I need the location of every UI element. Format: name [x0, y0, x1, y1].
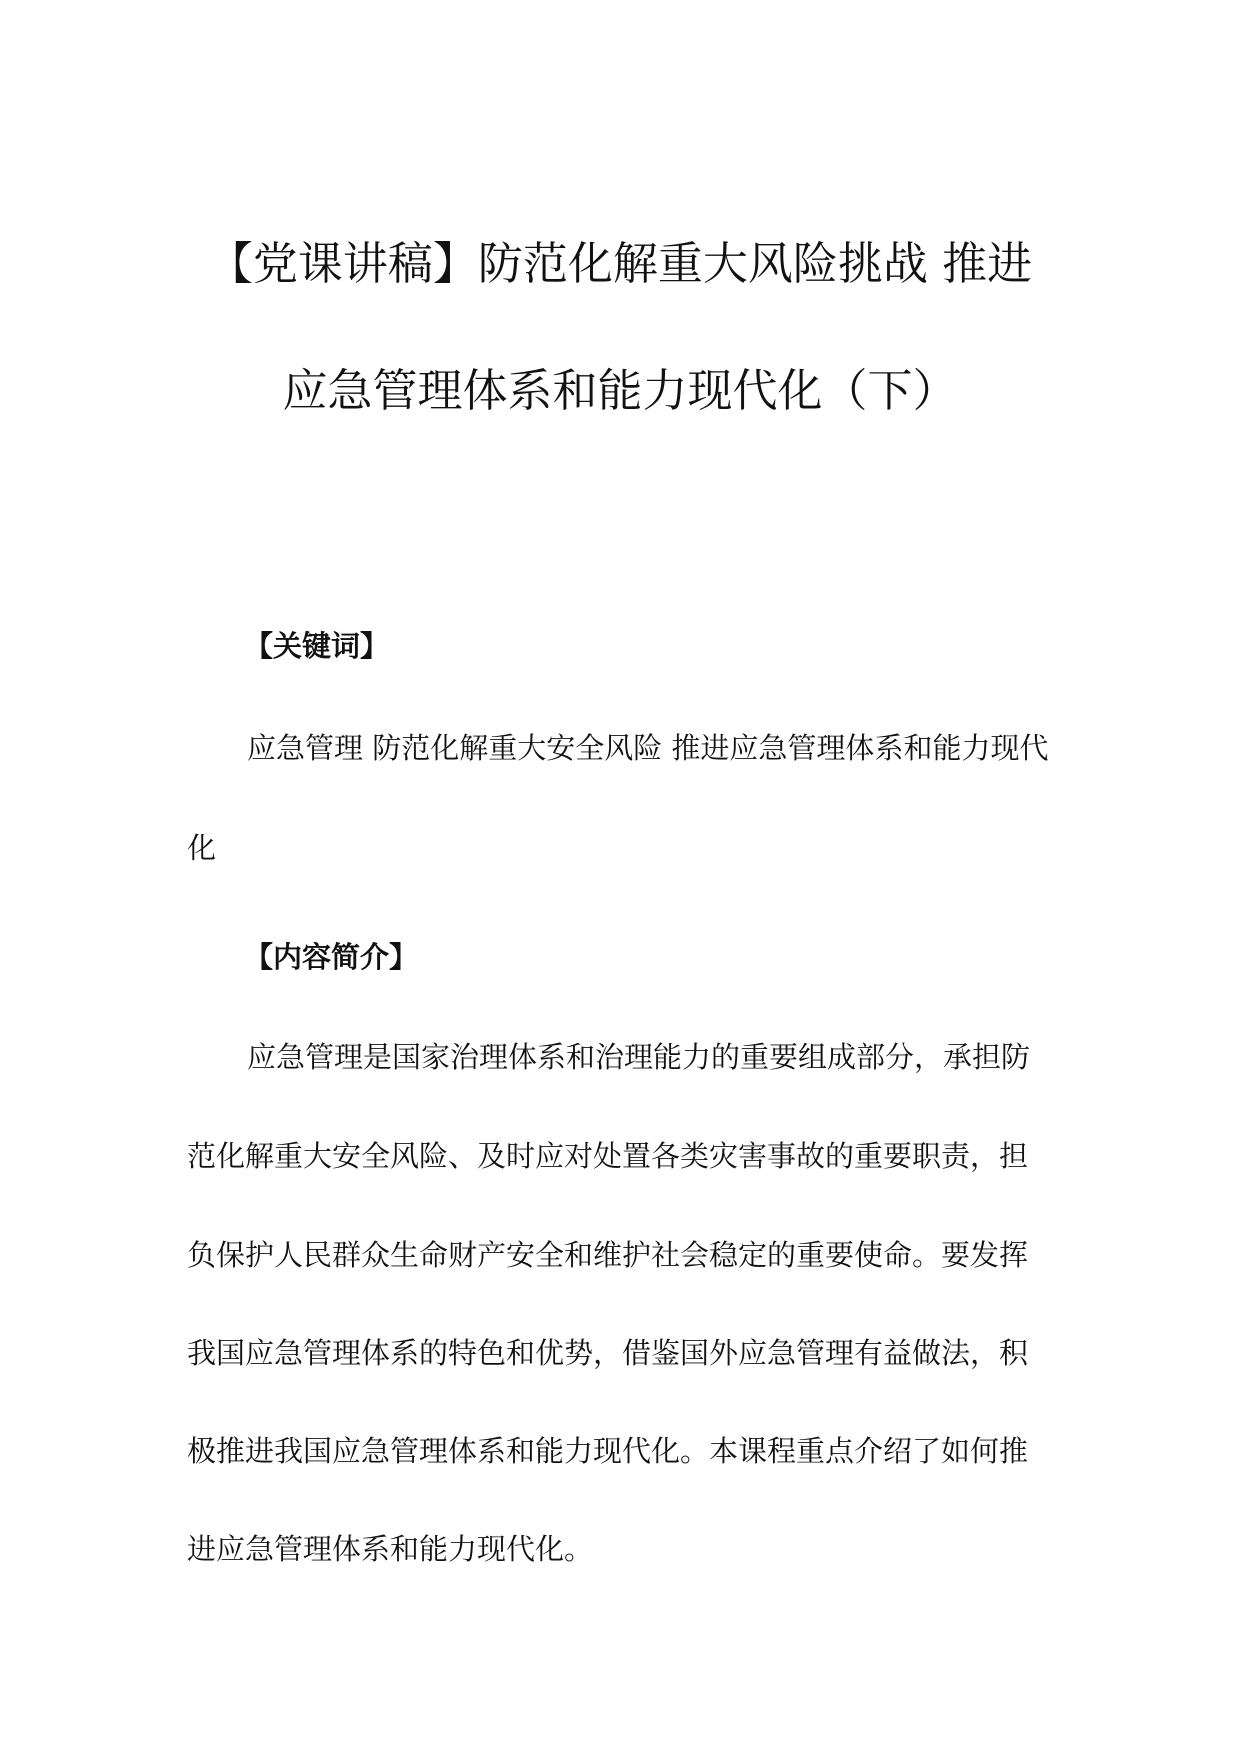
intro-paragraph-line: 我国应急管理体系的特色和优势，借鉴国外应急管理有益做法，积	[187, 1336, 1029, 1370]
intro-paragraph-line: 负保护人民群众生命财产安全和维护社会稳定的重要使命。要发挥	[187, 1238, 1029, 1272]
intro-heading: 【内容简介】	[244, 940, 419, 974]
intro-paragraph-line: 应急管理是国家治理体系和治理能力的重要组成部分，承担防	[247, 1040, 1031, 1074]
intro-paragraph-line: 进应急管理体系和能力现代化。	[187, 1532, 594, 1566]
document-title-line-1: 【党课讲稿】防范化解重大风险挑战 推进	[207, 237, 1033, 291]
intro-paragraph-line: 极推进我国应急管理体系和能力现代化。本课程重点介绍了如何推	[187, 1434, 1029, 1468]
keywords-line: 化	[187, 831, 217, 865]
keywords-line: 应急管理 防范化解重大安全风险 推进应急管理体系和能力现代	[247, 731, 1049, 765]
document-title-line-2: 应急管理体系和能力现代化（下）	[282, 364, 958, 417]
intro-paragraph-line: 范化解重大安全风险、及时应对处置各类灾害事故的重要职责，担	[187, 1139, 1029, 1173]
keywords-heading: 【关键词】	[244, 629, 390, 663]
